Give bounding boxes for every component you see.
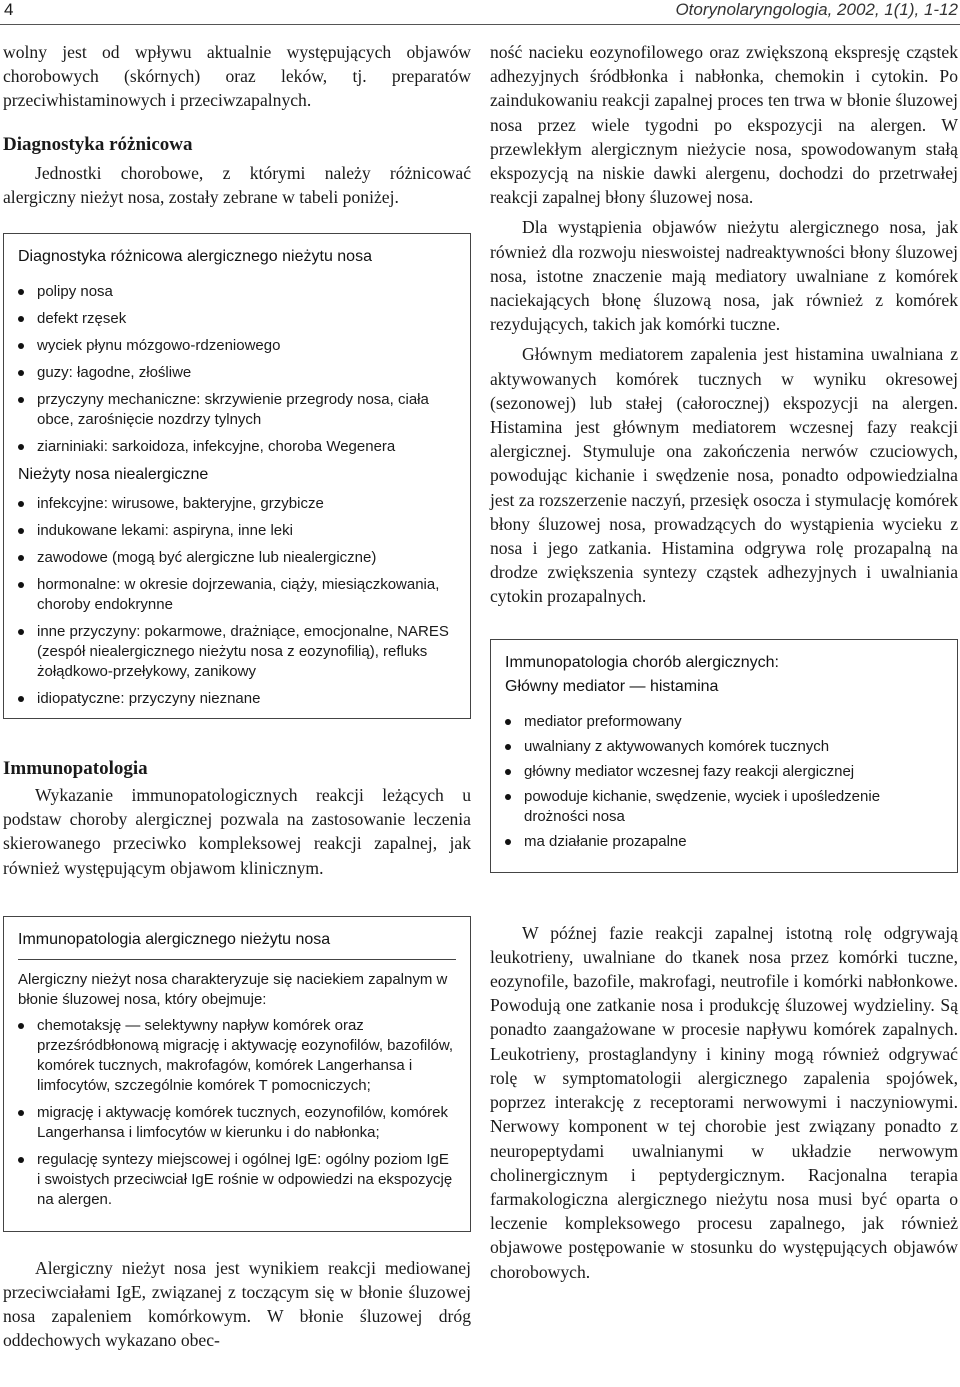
box-title: Immunopatologia chorób alergicznych:: [505, 653, 779, 671]
table-diagnostyka-roznicowa: [3, 233, 471, 719]
paragraph-right-4: W późnej fazie reakcji zapalnej istotną rolę odgrywają leukotrieny, uwalniane do tkanek nosa przez komórki tuczne, eozynofile, bazofile, makrofagi, neutrofile i komórki nabłonkowe. Powodują one zatkanie nosa i produkcję śluzowej wydzieliny. Są ponadto zaangażowane w procesie napływu komórek zapalnych. Leukotrieny, prostaglandyny i kininy mogą również odgrywać rolę w symptomatologii alergicznego zapalenia spojówek, poprzez interakcję z receptorami nerwowymi i naczyniowymi. Nerwowy komponent w tej chorobie jest związany ponadto z neuropeptydami uwalnianymi w układzie nerwowym cholinergicznym i peptydergicznym. Racjonalna terapia farmakologiczna alergicznego nieżytu nosa musi być oparta o leczenie kompleksowego procesu zapalnego, jak również objawowe postępowanie w stosunku do występujących objawów chorobowych.: [490, 922, 958, 1282]
right-column: [490, 40, 958, 1284]
list-item: główny mediator wczesnej fazy reakcji alergicznej: [505, 762, 943, 782]
list-item: polipy nosa: [18, 282, 456, 302]
list-item: mediator preformowany: [505, 712, 943, 732]
journal-citation: Otorynolaryngologia, 2002, 1(1), 1-12: [675, 0, 958, 19]
list-item: wyciek płynu mózgowo-rdzeniowego: [18, 336, 456, 356]
list-item: hormonalne: w okresie dojrzewania, ciąży, miesiączkowania, choroby endokrynne: [18, 575, 456, 615]
list-item: przyczyny mechaniczne: skrzywienie przegrody nosa, ciała obce, zarośnięcie nozdrzy tylnych: [18, 390, 456, 430]
list-item: inne przyczyny: pokarmowe, drażniące, emocjonalne, NARES (zespół niealergicznego nieżytu nosa z eozynofilią), refluks żołądkowo-przełykowy, zanikowy: [18, 622, 456, 682]
paragraph-immunopatologia: Wykazanie immunopatologicznych reakcji leżących u podstaw choroby alergicznej pozwala na zastosowanie leczenia skierowanego przeciwko kompleksowej reakcji zapalnej, jak również występującym objawom klinicznym.: [3, 785, 471, 878]
paragraph-intro: wolny jest od wpływu aktualnie występujących objawów chorobowych (skórnych) oraz leków, tj. preparatów przeciwhistaminowych i przeciwzapalnych.: [3, 42, 471, 111]
paragraph-right-3: Głównym mediatorem zapalenia jest histamina uwalniana z aktywowanych komórek tucznych w wyniku okresowej (sezonowej) lub stałej (całorocznej) ekspozycji na alergen. Histamina jest głównym mediatorem wczesnej fazy reakcji alergicznej. Stymuluje ona zakończenia nerwów czuciowych, powodując kichanie i swędzenie nosa, ponadto odpowiedzialna jest za rozszerzenie naczyń, przesięk osocza i stymulację komórek błony śluzowej nosa, prowadzących do wystąpienia wycieku z nosa i jego zatkania. Histamina odgrywa rolę prozapalną na drodze zwiększenia syntezy cząstek adhezyjnych i uwalniania cytokin prozapalnych.: [490, 344, 958, 607]
header-rule: [0, 24, 960, 25]
box-subtitle: Główny mediator — histamina: [505, 677, 719, 695]
list-item: powoduje kichanie, swędzenie, wyciek i upośledzenie drożności nosa: [505, 787, 943, 827]
list-item: ziarniniaki: sarkoidoza, infekcyjne, choroba Wegenera: [18, 437, 456, 457]
list-immuno: [18, 1016, 456, 1210]
box-subtitle: Nieżyty nosa niealergiczne: [18, 466, 209, 484]
table-histamina: [490, 639, 958, 873]
box-divider: [18, 959, 456, 960]
paragraph-right-2: Dla wystąpienia objawów nieżytu alergicznego nosa, jak również dla rozwoju nieswoistej nadreaktywności błony śluzowej nosa, istotne znaczenie mają mediatory uwalniane z komórek naciekających błonę śluzową nosa, jak również z komórek rezydujących, takich jak komórki tuczne.: [490, 217, 958, 335]
list-item: guzy: łagodne, złośliwe: [18, 363, 456, 383]
page-number: 4: [4, 0, 14, 19]
box-intro: Alergiczny nieżyt nosa charakteryzuje się naciekiem zapalnym w błonie śluzowej nosa, który obejmuje:: [18, 970, 448, 1008]
section-title-immunopatologia: Immunopatologia: [3, 758, 148, 780]
list-item: regulację syntezy miejscowej i ogólnej IgE: ogólny poziom IgE i swoistych przeciwciał IgE rośnie w odpowiedzi na ekspozycję na alergen.: [18, 1150, 456, 1210]
list-item: uwalniany z aktywowanych komórek tucznych: [505, 737, 943, 757]
list-item: defekt rzęsek: [18, 309, 456, 329]
paragraph-right-1: ność nacieku eozynofilowego oraz zwiększoną ekspresję cząstek adhezyjnych śródbłonka i nabłonka, chemokin i cytokin. Po zaindukowaniu reakcji zapalnej proces ten trwa w błonie śluzowej nosa przez wiele tygodni po ekspozycji na alergen. W przewlekłym alergicznym nieżycie nosa, spowodowanym stałą ekspozycją na niskie dawki alergenu, dochodzi do przetrwałej reakcji zapalnej błony śluzowej nosa.: [490, 42, 958, 208]
list-differential: [18, 282, 456, 457]
list-item: ma działanie prozapalne: [505, 832, 943, 852]
list-item: migrację i aktywację komórek tucznych, eozynofilów, komórek Langerhansa i limfocytów w kierunku i do nabłonka;: [18, 1103, 456, 1143]
list-item: chemotaksję — selektywny napływ komórek oraz przezśródbłonową migrację i aktywację eozynofilów, bazofilów, komórek tucznych, makrofagów, komórek Langerhansa i limfocytów, szczególnie komórek T pomocniczych;: [18, 1016, 456, 1096]
list-item: indukowane lekami: aspiryna, inne leki: [18, 521, 456, 541]
paragraph-final-left: Alergiczny nieżyt nosa jest wynikiem reakcji mediowanej przeciwciałami IgE, związanej z toczącym się w błonie śluzowej nosa zapaleniem komórkowym. W błonie śluzowej dróg oddechowych wykazano obec-: [3, 1257, 471, 1351]
section-title-diagnostyka: Diagnostyka różnicowa: [3, 133, 193, 155]
list-item: zawodowe (mogą być alergiczne lub niealergiczne): [18, 548, 456, 568]
list-item: infekcyjne: wirusowe, bakteryjne, grzybicze: [18, 494, 456, 514]
paragraph-diagnostyka: Jednostki chorobowe, z którymi należy różnicować alergiczny nieżyt nosa, zostały zebrane w tabeli poniżej.: [3, 162, 471, 207]
list-item: idiopatyczne: przyczyny nieznane: [18, 689, 456, 709]
list-histamina: [505, 712, 943, 852]
left-column: [3, 40, 471, 1353]
box-title: Immunopatologia alergicznego nieżytu nosa: [18, 930, 331, 948]
box-title: Diagnostyka różnicowa alergicznego nieżytu nosa: [18, 248, 372, 266]
table-immunopatologia-anz: [3, 916, 471, 1232]
list-nonallergic: [18, 494, 456, 709]
